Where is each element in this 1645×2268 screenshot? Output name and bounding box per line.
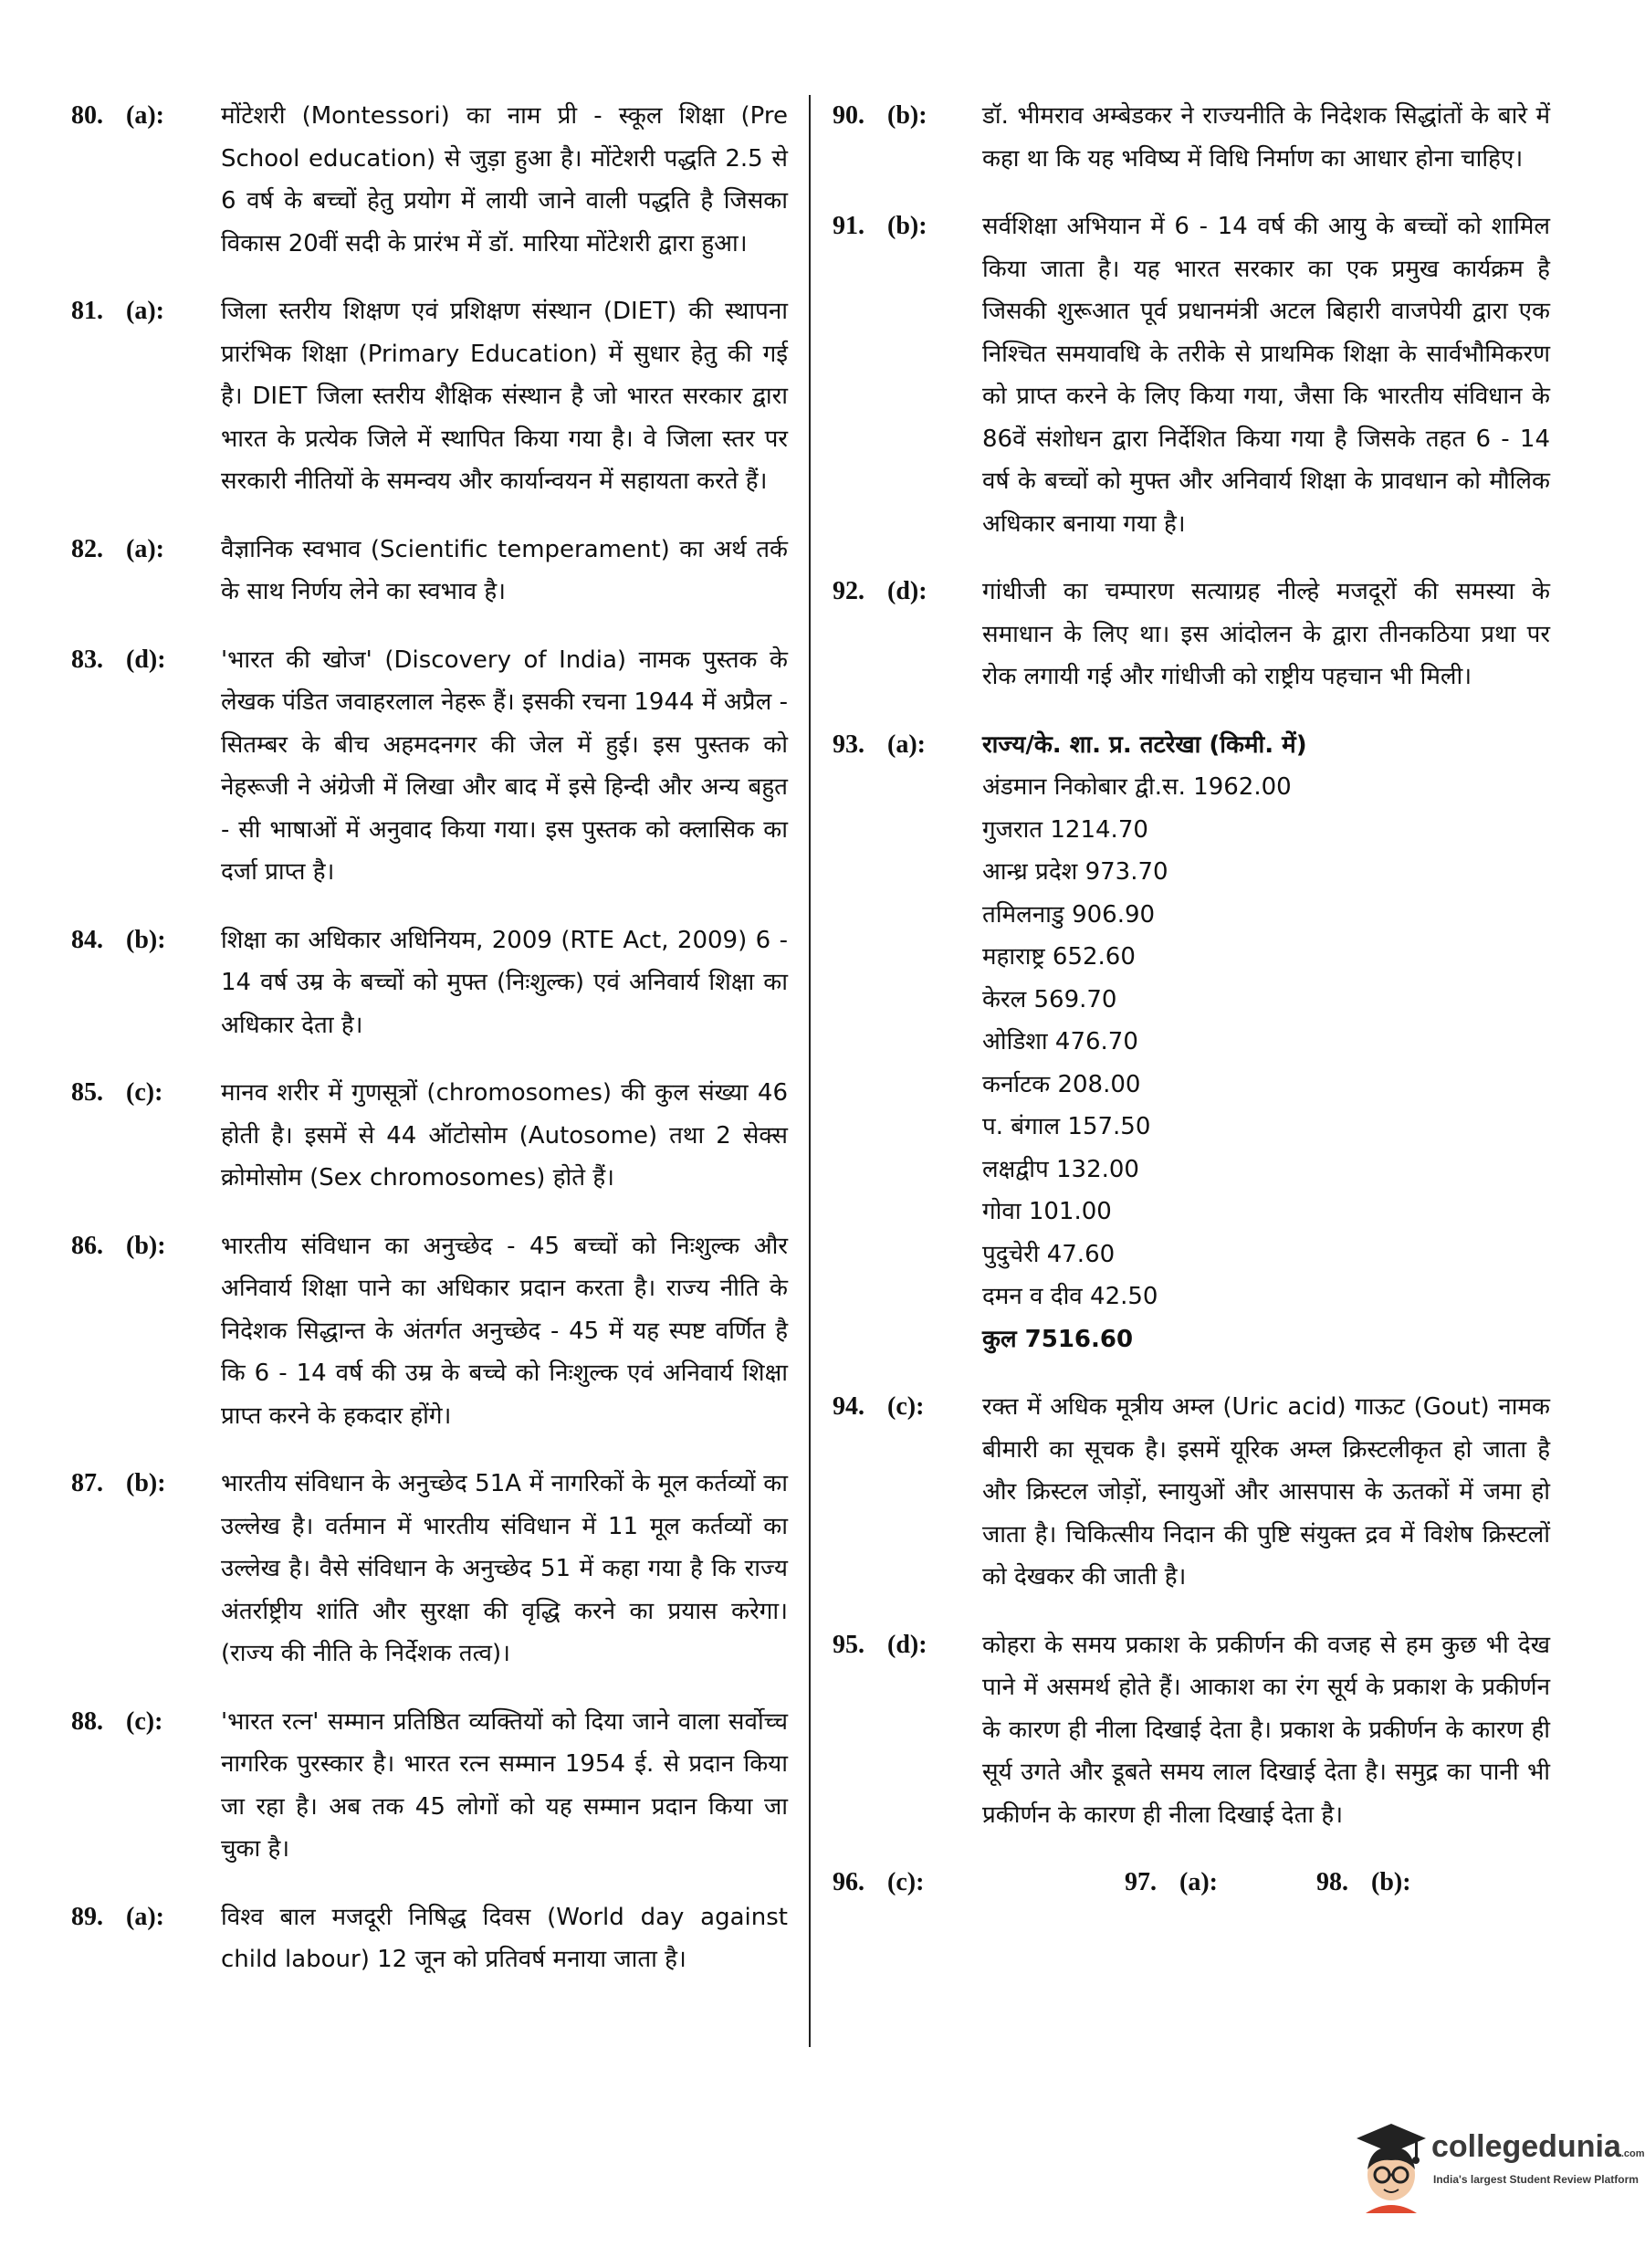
question-number: 80. bbox=[71, 101, 103, 130]
answer-explanation: 'भारत की खोज' (Discovery of India) नामक पुस्तक के लेखक पंडित जवाहरलाल नेहरू हैं। इसकी रचना 1944 में अप्रैल - सितम्बर के बीच अहमदनगर की जेल में हुई। इस पुस्तक को नेहरूजी ने अंग्रेजी में लिखा और बाद में इसे हिन्दी और अन्य बहुत - सी भाषाओं में अनुवाद किया गया। इस पुस्तक को क्लासिक का दर्जा प्राप्त है। bbox=[221, 646, 788, 886]
answer-explanation: भारतीय संविधान के अनुच्छेद 51A में नागरिकों के मूल कर्तव्यों का उल्लेख है। वर्तमान में भारतीय संविधान में 11 मूल कर्तव्यों का उल्लेख है। वैसे संविधान के अनुच्छेद 51 में कहा गया है कि राज्य अंतर्राष्ट्रीय शांति और सुरक्षा की वृद्धि करने का प्रयास करेगा। (राज्य की नीति के निर्देशक तत्व)। bbox=[221, 1470, 788, 1667]
answer-option: (a): bbox=[887, 730, 926, 759]
answer-option: (c): bbox=[887, 1868, 925, 1896]
answer-explanation: कोहरा के समय प्रकाश के प्रकीर्णन की वजह से हम कुछ भी देख पाने में असमर्थ होते हैं। आकाश का रंग सूर्य के प्रकाश के प्रकीर्णन के कारण ही नीला दिखाई देता है। प्रकाश के प्रकीर्णन के कारण ही सूर्य उगते और डूबते समय लाल दिखाई देता है। समुद्र का पानी भी प्रकीर्णन के कारण ही नीला दिखाई देता है। bbox=[982, 1631, 1550, 1829]
answer-explanation: 'भारत रत्न' सम्मान प्रतिष्ठित व्यक्तियों को दिया जाने वाला सर्वोच्च नागरिक पुरस्कार है। भारत रत्न सम्मान 1954 ई. से प्रदान किया जा रहा है। अब तक 45 लोगों को यह सम्मान प्रदान किया जा चुका है। bbox=[221, 1707, 788, 1863]
answer-89 bbox=[71, 1896, 788, 1981]
answer-explanation: गांधीजी का चम्पारण सत्याग्रह नील्हे मजदूरों की समस्या के समाधान के लिए था। इस आंदोलन के द्वारा तीनकठिया प्रथा पर रोक लगायी गई और गांधीजी को राष्ट्रीय पहचान भी मिली। bbox=[982, 578, 1550, 690]
answer-option: (a): bbox=[126, 101, 164, 130]
coastline-row: ओडिशा 476.70 bbox=[982, 1028, 1138, 1055]
answer-98 bbox=[1316, 1862, 1411, 1905]
answer-82 bbox=[71, 529, 788, 614]
answer-option: (d): bbox=[126, 645, 166, 674]
coastline-row: प. बंगाल 157.50 bbox=[982, 1113, 1151, 1140]
question-number: 95. bbox=[833, 1630, 864, 1659]
right-column bbox=[833, 95, 1550, 1905]
answer-92 bbox=[833, 571, 1550, 698]
column-divider bbox=[809, 95, 811, 2047]
answer-explanation: मोंटेशरी (Montessori) का नाम प्री - स्कूल शिक्षा (Pre School education) से जुड़ा हुआ है। मोंटेशरी पद्धति 2.5 से 6 वर्ष के बच्चों हेतु प्रयोग में लायी जाने वाली पद्धति है जिसका विकास 20वीं सदी के प्रारंभ में डॉ. मारिया मोंटेशरी द्वारा हुआ। bbox=[221, 102, 788, 257]
question-number: 91. bbox=[833, 212, 864, 240]
answer-option: (b): bbox=[126, 1469, 166, 1497]
coastline-row: तमिलनाडु 906.90 bbox=[982, 900, 1156, 929]
question-number: 92. bbox=[833, 577, 864, 605]
coastline-total: कुल 7516.60 bbox=[982, 1325, 1134, 1353]
coastline-row: अंडमान निकोबार द्वी.स. 1962.00 bbox=[982, 773, 1292, 801]
answer-85 bbox=[71, 1072, 788, 1200]
question-number: 96. bbox=[833, 1868, 864, 1896]
coastline-table bbox=[982, 724, 1550, 1361]
answer-91 bbox=[833, 205, 1550, 545]
answer-93 bbox=[833, 724, 1550, 1361]
answer-option: (a): bbox=[126, 1902, 164, 1931]
answer-option: (d): bbox=[887, 577, 927, 605]
answer-88 bbox=[71, 1701, 788, 1871]
answer-option: (b): bbox=[887, 101, 927, 130]
answer-explanation: सर्वशिक्षा अभियान में 6 - 14 वर्ष की आयु के बच्चों को शामिल किया जाता है। यह भारत सरकार का एक प्रमुख कार्यक्रम है जिसकी शुरूआत पूर्व प्रधानमंत्री अटल बिहारी वाजपेयी द्वारा एक निश्चित समयावधि के तरीके से प्राथमिक शिक्षा के सार्वभौमिकरण को प्राप्त करने के लिए किया गया, जैसा कि भारतीय संविधान के 86वें संशोधन द्वारा निर्देशित किया गया है जिसके तहत 6 - 14 वर्ष के बच्चों को मुफ्त और अनिवार्य शिक्षा के प्रावधान को मौलिक अधिकार बनाया गया है। bbox=[982, 213, 1550, 538]
logo-wordmark: collegedunia.com bbox=[1431, 2129, 1645, 2164]
logo-tagline: India's largest Student Review Platform bbox=[1433, 2173, 1639, 2186]
answer-80 bbox=[71, 95, 788, 265]
answer-explanation: शिक्षा का अधिकार अधिनियम, 2009 (RTE Act, 2009) 6 - 14 वर्ष उम्र के बच्चों को मुफ्त (निःशुल्क) एवं अनिवार्य शिक्षा का अधिकार देता है। bbox=[221, 926, 788, 1039]
left-column bbox=[71, 95, 788, 2007]
answer-option: (b): bbox=[887, 212, 927, 240]
answer-option: (b): bbox=[1371, 1868, 1411, 1896]
answer-explanation: डॉ. भीमराव अम्बेडकर ने राज्यनीति के निदेशक सिद्धांतों के बारे में कहा था कि यह भविष्य में विधि निर्माण का आधार होना चाहिए। bbox=[982, 102, 1550, 173]
coastline-table-heading: राज्य/के. शा. प्र. तटरेखा (किमी. में) bbox=[982, 730, 1307, 759]
question-number: 90. bbox=[833, 101, 864, 130]
answer-option: (c): bbox=[126, 1078, 163, 1107]
collegedunia-logo[interactable] bbox=[1351, 2118, 1645, 2219]
answer-81 bbox=[71, 290, 788, 503]
question-number: 97. bbox=[1125, 1868, 1157, 1896]
answer-explanation: रक्त में अधिक मूत्रीय अम्ल (Uric acid) गाऊट (Gout) नामक बीमारी का सूचक है। इसमें यूरिक अम्ल क्रिस्टलीकृत हो जाता है और क्रिस्टल जोड़ों, स्नायुओं और आसपास के ऊतकों में जमा हो जाता है। चिकित्सीय निदान की पुष्टि संयुक्त द्रव में विशेष क्रिस्टलों को देखकर की जाती है। bbox=[982, 1393, 1550, 1591]
answer-86 bbox=[71, 1225, 788, 1438]
coastline-row: कर्नाटक 208.00 bbox=[982, 1070, 1141, 1098]
answer-94 bbox=[833, 1386, 1550, 1599]
answer-96 bbox=[833, 1862, 1125, 1905]
coastline-row: आन्ध्र प्रदेश 973.70 bbox=[982, 858, 1168, 886]
coastline-row: पुदुचेरी 47.60 bbox=[982, 1240, 1116, 1268]
coastline-row: केरल 569.70 bbox=[982, 985, 1117, 1013]
answer-90 bbox=[833, 95, 1550, 180]
question-number: 86. bbox=[71, 1231, 103, 1260]
question-number: 93. bbox=[833, 730, 864, 759]
answer-option: (d): bbox=[887, 1630, 927, 1659]
answer-explanation: विश्व बाल मजदूरी निषिद्ध दिवस (World day against child labour) 12 जून को प्रतिवर्ष मनाया जाता है। bbox=[221, 1903, 788, 1973]
answer-option: (a): bbox=[1179, 1868, 1218, 1896]
question-number: 85. bbox=[71, 1078, 103, 1107]
coastline-row: महाराष्ट्र 652.60 bbox=[982, 943, 1136, 971]
coastline-row: लक्षद्वीप 132.00 bbox=[982, 1155, 1139, 1183]
question-number: 87. bbox=[71, 1469, 103, 1497]
answer-option: (a): bbox=[126, 534, 164, 563]
answers-96-98 bbox=[833, 1862, 1550, 1905]
answer-option: (b): bbox=[126, 925, 166, 954]
answer-explanation: जिला स्तरीय शिक्षण एवं प्रशिक्षण संस्थान (DIET) की स्थापना प्रारंभिक शिक्षा (Primary Education) में सुधार हेतु की गई है। DIET जिला स्तरीय शैक्षिक संस्थान है जो भारत सरकार द्वारा भारत के प्रत्येक जिले में स्थापित किया गया है। वे जिला स्तर पर सरकारी नीतियों के समन्वय और कार्यान्वयन में सहायता करते हैं। bbox=[221, 298, 788, 495]
answer-87 bbox=[71, 1463, 788, 1675]
question-number: 94. bbox=[833, 1392, 864, 1421]
question-number: 98. bbox=[1316, 1868, 1348, 1896]
question-number: 89. bbox=[71, 1902, 103, 1931]
answer-option: (b): bbox=[126, 1231, 166, 1260]
graduate-avatar-icon bbox=[1351, 2118, 1433, 2219]
answer-explanation: वैज्ञानिक स्वभाव (Scientific temperament) का अर्थ तर्क के साथ निर्णय लेने का स्वभाव है। bbox=[221, 535, 788, 605]
question-number: 83. bbox=[71, 645, 103, 674]
answer-option: (a): bbox=[126, 297, 164, 325]
answer-95 bbox=[833, 1624, 1550, 1837]
answer-83 bbox=[71, 639, 788, 894]
answer-option: (c): bbox=[887, 1392, 925, 1421]
question-number: 81. bbox=[71, 297, 103, 325]
coastline-row: गुजरात 1214.70 bbox=[982, 815, 1148, 844]
coastline-row: गोवा 101.00 bbox=[982, 1198, 1112, 1225]
question-number: 82. bbox=[71, 534, 103, 563]
question-number: 88. bbox=[71, 1706, 103, 1736]
answer-84 bbox=[71, 919, 788, 1047]
answer-option: (c): bbox=[126, 1706, 163, 1736]
answer-97 bbox=[1125, 1862, 1316, 1905]
question-number: 84. bbox=[71, 925, 103, 954]
answer-explanation: मानव शरीर में गुणसूत्रों (chromosomes) की कुल संख्या 46 होती है। इसमें से 44 ऑटोसोम (Autosome) तथा 2 सेक्स क्रोमोसोम (Sex chromosomes) होते हैं। bbox=[221, 1079, 788, 1192]
coastline-row: दमन व दीव 42.50 bbox=[982, 1283, 1158, 1310]
answer-explanation: भारतीय संविधान का अनुच्छेद - 45 बच्चों को निःशुल्क और अनिवार्य शिक्षा पाने का अधिकार प्रदान करता है। राज्य नीति के निदेशक सिद्धान्त के अंतर्गत अनुच्छेद - 45 में यह स्पष्ट वर्णित है कि 6 - 14 वर्ष की उम्र के बच्चे को निःशुल्क एवं अनिवार्य शिक्षा प्राप्त करने के हकदार होंगे। bbox=[221, 1232, 788, 1430]
